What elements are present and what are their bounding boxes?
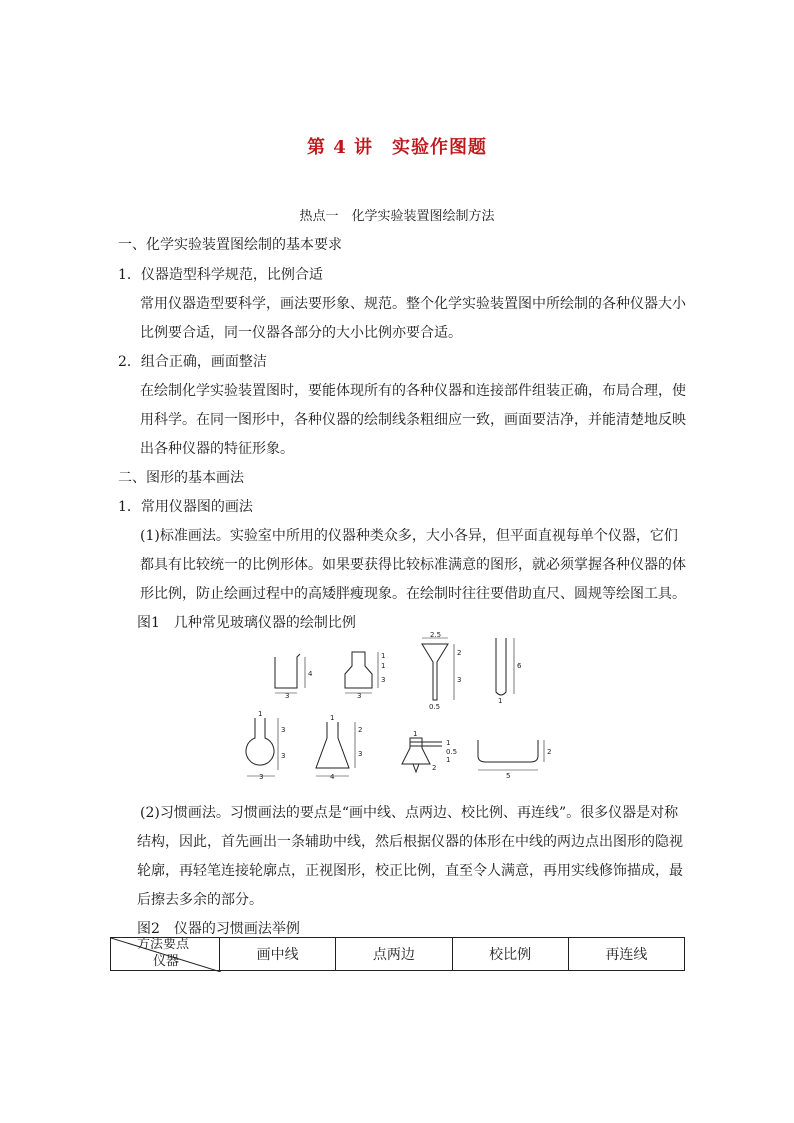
funnel-width-label: 2.5 bbox=[430, 631, 442, 639]
beaker-width-label: 3 bbox=[285, 692, 290, 700]
sepfun-neck-label: 1 bbox=[413, 730, 418, 738]
glassware-proportion-figure bbox=[230, 630, 570, 780]
round-flask-drawing bbox=[246, 718, 278, 776]
table-column-header: 再连线 bbox=[568, 938, 684, 971]
paragraph-line: 后擦去多余的部分。 bbox=[137, 892, 263, 908]
bottle-height-label: 3 bbox=[381, 676, 386, 684]
funnel-drawing bbox=[422, 638, 454, 700]
erlen-width-label: 4 bbox=[330, 773, 335, 780]
table-diagonal-header-cell bbox=[111, 938, 220, 971]
paragraph-line: (1)标准画法。实验室中所用的仪器种类众多，大小各异，但平面直视每单个仪器，它们 bbox=[140, 528, 678, 544]
paragraph-line: 用科学。在同一图形中，各种仪器的绘制线条粗细应一致，画面要洁净，并能清楚地反映 bbox=[140, 412, 686, 428]
section2-heading: 二、图形的基本画法 bbox=[118, 470, 244, 486]
reagent-bottle-drawing bbox=[345, 652, 378, 693]
diag-header-top: 方法要点 bbox=[136, 937, 189, 952]
paragraph-line: 轮廓，再轻笔连接轮廓点，正视图形，校正比例，直至令人满意，再用实线修饰描成，最 bbox=[137, 863, 683, 879]
figure2-caption: 图2 仪器的习惯画法举例 bbox=[137, 921, 300, 937]
erlen-body-height-label: 3 bbox=[358, 750, 363, 758]
diag-header-bottom: 仪器 bbox=[153, 954, 180, 969]
section1-heading: 一、化学实验装置图绘制的基本要求 bbox=[118, 237, 342, 253]
table-column-header: 点两边 bbox=[336, 938, 452, 971]
sepfun-a-label: 1 bbox=[446, 739, 451, 747]
paragraph-line: 在绘制化学实验装置图时，要能体现所有的各种仪器和连接部件组装正确，布局合理，使 bbox=[140, 383, 686, 399]
beaker-drawing bbox=[275, 654, 305, 693]
drawing-method-table bbox=[110, 937, 685, 971]
section-subtitle: 热点一 化学实验装置图绘制方法 bbox=[299, 209, 495, 224]
paragraph-line: 比例要合适，同一仪器各部分的大小比例亦要合适。 bbox=[140, 325, 462, 341]
funnel-stem-label: 3 bbox=[457, 676, 462, 684]
paragraph-line: 出各种仪器的特征形象。 bbox=[140, 441, 294, 457]
dish-height-label: 2 bbox=[547, 748, 552, 756]
bottle-neck-label: 1 bbox=[381, 662, 386, 670]
paragraph-line: 形比例，防止绘画过程中的高矮胖瘦现象。在绘制时往往要借助直尺、圆规等绘图工具。 bbox=[140, 586, 686, 602]
item1-heading: 1．仪器造型科学规范，比例合适 bbox=[118, 267, 323, 283]
page-title: 第 4 讲 实验作图题 bbox=[306, 137, 488, 158]
sepfun-d-label: 2 bbox=[432, 764, 437, 772]
table-column-header: 校比例 bbox=[452, 938, 568, 971]
erlenmeyer-flask-drawing bbox=[316, 722, 355, 776]
flask-neck-height-label: 3 bbox=[281, 726, 286, 734]
flask-neck-label: 1 bbox=[258, 710, 263, 718]
funnel-tip-label: 0.5 bbox=[429, 703, 441, 711]
erlen-neck-label: 1 bbox=[330, 714, 335, 722]
beaker-height-label: 4 bbox=[308, 670, 313, 678]
erlen-neck-height-label: 2 bbox=[358, 726, 363, 734]
tube-height-label: 6 bbox=[517, 662, 522, 670]
table-header-row bbox=[111, 938, 685, 971]
flask-width-label: 3 bbox=[259, 773, 264, 780]
paragraph-line: 结构，因此，首先画出一条辅助中线，然后根据仪器的体形在中线的两边点出图形的隐视 bbox=[137, 834, 683, 850]
tube-width-label: 1 bbox=[498, 697, 503, 705]
bottle-width-label: 3 bbox=[357, 692, 362, 700]
paragraph-line: (2)习惯画法。习惯画法的要点是“画中线、点两边、校比例、再连线”。很多仪器是对称 bbox=[140, 805, 679, 821]
figure1-caption: 图1 几种常见玻璃仪器的绘制比例 bbox=[137, 615, 356, 631]
funnel-cone-label: 2 bbox=[457, 649, 462, 657]
dish-width-label: 5 bbox=[506, 772, 511, 780]
paragraph-line: 都具有比较统一的比例形体。如果要获得比较标准满意的图形，就必须掌握各种仪器的体 bbox=[140, 557, 686, 573]
item-heading: 1．常用仪器图的画法 bbox=[118, 499, 253, 515]
flask-body-height-label: 3 bbox=[281, 752, 286, 760]
sepfun-b-label: 0.5 bbox=[446, 748, 458, 756]
bottle-top-label: 1 bbox=[381, 652, 386, 660]
item2-heading: 2．组合正确，画面整洁 bbox=[118, 354, 267, 370]
test-tube-drawing bbox=[496, 638, 514, 695]
table-column-header: 画中线 bbox=[220, 938, 336, 971]
evaporating-dish-drawing bbox=[478, 740, 544, 770]
paragraph-line: 常用仪器造型要科学，画法要形象、规范。整个化学实验装置图中所绘制的各种仪器大小 bbox=[140, 296, 686, 312]
sepfun-c-label: 1 bbox=[446, 756, 451, 764]
